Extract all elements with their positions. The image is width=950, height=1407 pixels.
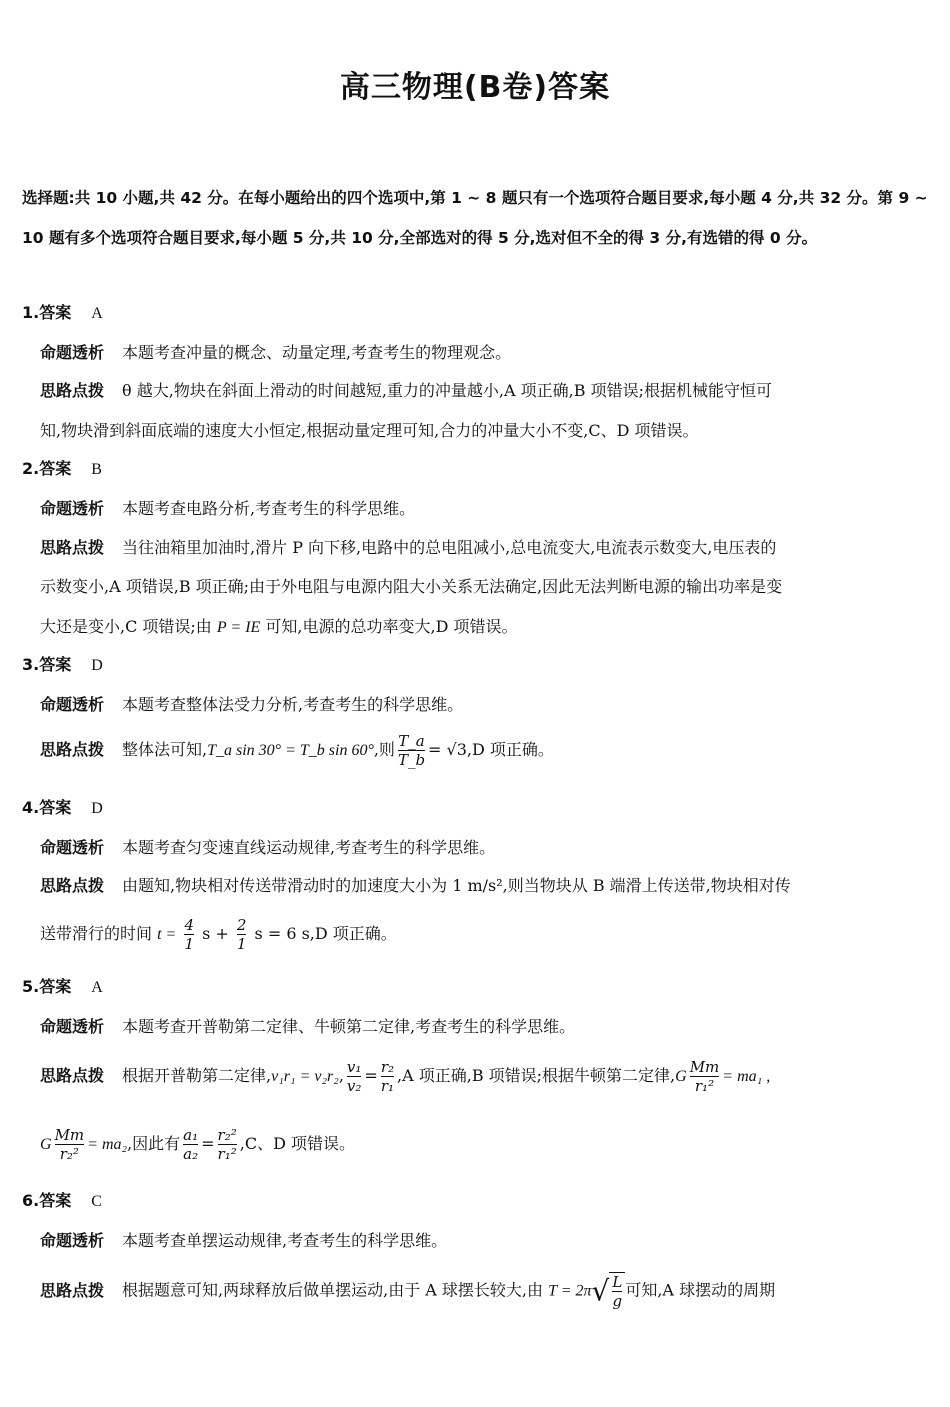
q5-f5-den: a₂: [183, 1145, 199, 1163]
q5-eq-end2: = ma₂: [87, 1136, 128, 1153]
q3-hint: [40, 732, 554, 769]
q3-hint-pre: 整体法可知,: [122, 740, 208, 759]
q4-hint-line1: 由题知,物块相对传送带滑动时的加速度大小为 1 m/s²,则当物块从 B 端滑上传送带,物块相对传: [122, 876, 791, 895]
q2-hint-line3-post: 可知,电源的总功率变大,D 项错误。: [265, 617, 518, 636]
q4-answer-line: [22, 795, 103, 818]
q4-f1-num: 4: [184, 916, 194, 934]
q5-answer: A: [91, 979, 103, 996]
q6-hint-post: 可知,A 球摆动的周期: [625, 1280, 776, 1300]
q4-hint-line2-post: ,D 项正确。: [309, 924, 397, 943]
q2-hint-line3-pre: 大还是变小,C 项错误;由: [40, 617, 212, 636]
q6-sqrt-num: L: [612, 1273, 623, 1291]
q4-fraction-1: [184, 916, 194, 953]
q1-answer: A: [91, 305, 103, 322]
q4-analysis-text: 本题考查匀变速直线运动规律,考查考生的科学思维。: [122, 838, 496, 857]
q3-frac-num: T_a: [398, 732, 425, 750]
q5-analysis-label: 命题透析: [40, 1017, 105, 1036]
q5-fraction-3: [690, 1058, 720, 1095]
q1-analysis-text: 本题考查冲量的概念、动量定理,考查考生的物理观念。: [122, 343, 512, 362]
q3-number: 3.: [22, 655, 40, 674]
q6-answer-label: 答案: [39, 1191, 72, 1210]
q2-hint-label: 思路点拨: [40, 538, 105, 557]
q5-eq-sign: =: [364, 1066, 378, 1085]
q2-power-formula: P = IE: [216, 619, 261, 636]
q2-hint: [40, 535, 776, 558]
q6-answer-line: [22, 1188, 102, 1211]
q6-sqrt-fraction: [612, 1273, 622, 1310]
q4-answer: D: [91, 800, 103, 817]
q3-answer-line: [22, 652, 103, 675]
q5-hint-pre: 根据开普勒第二定律,: [122, 1066, 272, 1085]
q5-f6-num: r₂²: [217, 1126, 237, 1144]
q4-unit-1: s +: [202, 924, 229, 943]
q5-number: 5.: [22, 977, 40, 996]
q4-f1-den: 1: [184, 935, 194, 953]
q4-hint-line2: [40, 916, 397, 953]
q5-f1-num: v₁: [346, 1058, 362, 1076]
q5-G1: G: [675, 1068, 687, 1085]
q3-hint-mid: ,则: [373, 740, 395, 759]
q5-f2-den: r₁: [380, 1077, 394, 1095]
q6-answer: C: [91, 1193, 102, 1210]
q5-fraction-4: [55, 1126, 85, 1163]
q5-answer-line: [22, 974, 103, 997]
q4-t-label: t =: [157, 926, 177, 943]
q2-hint-line3: [40, 614, 517, 637]
q4-hint-line2-pre: 送带滑行的时间: [40, 924, 153, 943]
q5-hint-line2-mid: ,因此有: [127, 1134, 181, 1153]
q5-hint-mid: ,A 项正确,B 项错误;根据牛顿第二定律,: [397, 1066, 676, 1085]
q5-f3-num: Mm: [689, 1058, 720, 1076]
q2-answer: B: [91, 461, 102, 478]
q3-analysis: [40, 692, 463, 715]
q1-answer-label: 答案: [39, 303, 72, 322]
q5-fraction-2: [381, 1058, 394, 1095]
q5-f5-num: a₁: [183, 1126, 199, 1144]
q6-sqrt: [592, 1272, 626, 1310]
q5-hint-line2: [40, 1126, 355, 1163]
q5-eq-sign-2: =: [201, 1134, 215, 1153]
q5-hint: 思路点拨 根据开普勒第二定律,v₁r₁ = v₂r₂, $\frac{\text{v₁}}{\text{v₂}}$ = $\frac{\text{r₂}}{\text{r₁}}$ ,A 项正确,B 项错误;根据牛顿第二定律,G $\frac{Mm}{\text{r₁²}}$ = ma₁ ,: [40, 1058, 771, 1095]
intro-paragraph: 选择题:共 10 小题,共 42 分。在每小题给出的四个选项中,第 1 ~ 8 题只有一个选项符合题目要求,每小题 4 分,共 32 分。第 9 ~ 10 题有多个选项符合题目要求,每小题 5 分,共 10 分,全部选对的得 5 分,选对但不全的得 3 分,有选错的得 0 分。: [22, 189, 928, 247]
q5-answer-label: 答案: [39, 977, 72, 996]
sqrt-radical-icon: √: [591, 1274, 610, 1308]
q4-fraction-2: [237, 916, 247, 953]
q2-answer-label: 答案: [39, 459, 72, 478]
q5-f2-num: r₂: [380, 1058, 394, 1076]
page-title: 高三物理(B卷)答案: [339, 70, 611, 105]
q3-hint-label: 思路点拨: [40, 740, 105, 759]
q4-answer-label: 答案: [39, 798, 72, 817]
q1-analysis: [40, 340, 511, 363]
q2-hint-line1: 当往油箱里加油时,滑片 P 向下移,电路中的总电阻减小,总电流变大,电流表示数变大,电压表的: [122, 538, 777, 557]
q5-eq1: v₁r₁ = v₂r₂: [271, 1068, 339, 1085]
q3-equation: T_a sin 30° = T_b sin 60°: [207, 742, 374, 759]
q4-unit-2: s = 6 s: [254, 924, 310, 943]
q6-hint: [40, 1272, 775, 1310]
q4-hint-label: 思路点拨: [40, 876, 105, 895]
q3-analysis-label: 命题透析: [40, 695, 105, 714]
q1-analysis-label: 命题透析: [40, 343, 105, 362]
q2-answer-line: [22, 456, 102, 479]
q5-fraction-5: [183, 1126, 198, 1163]
q4-analysis: [40, 835, 495, 858]
q1-answer-line: [22, 300, 103, 323]
q2-hint-line2: 示数变小,A 项错误,B 项正确;由于外电阻与电源内阻大小关系无法确定,因此无法判断电源的输出功率是变: [40, 577, 783, 596]
q6-analysis-text: 本题考查单摆运动规律,考查考生的科学思维。: [122, 1231, 448, 1250]
q6-period-formula: T = 2π: [548, 1282, 592, 1300]
q5-fraction-6: [218, 1126, 237, 1163]
q2-analysis: [40, 496, 415, 519]
q6-hint-pre: 根据题意可知,两球释放后做单摆运动,由于 A 球摆长较大,由: [122, 1280, 544, 1300]
q3-ratio-fraction: [398, 732, 425, 769]
q3-analysis-text: 本题考查整体法受力分析,考查考生的科学思维。: [122, 695, 464, 714]
q3-equation-2: = √3: [428, 740, 467, 759]
q5-f6-den: r₁²: [217, 1145, 237, 1163]
q5-analysis: [40, 1014, 575, 1037]
q3-hint-post: ,D 项正确。: [466, 740, 554, 759]
q5-f4-num: Mm: [54, 1126, 85, 1144]
q5-f3-den: r₁²: [690, 1076, 720, 1095]
q6-analysis: [40, 1228, 447, 1251]
q5-analysis-text: 本题考查开普勒第二定律、牛顿第二定律,考查考生的科学思维。: [122, 1017, 576, 1036]
q2-analysis-text: 本题考查电路分析,考查考生的科学思维。: [122, 499, 416, 518]
q6-hint-label: 思路点拨: [40, 1280, 105, 1300]
q4-f2-num: 2: [236, 916, 247, 934]
q5-hint-line2-post: ,C、D 项错误。: [239, 1134, 355, 1153]
q1-number: 1.: [22, 303, 40, 322]
q5-f4-den: r₂²: [55, 1144, 85, 1163]
q1-hint-line1: θ 越大,物块在斜面上滑动的时间越短,重力的冲量越小,A 项正确,B 项错误;根据机械能守恒可: [122, 381, 772, 400]
q6-sqrt-den: g: [612, 1292, 623, 1310]
q2-analysis-label: 命题透析: [40, 499, 105, 518]
q1-hint: [40, 378, 772, 401]
q5-eq-end1: = ma₁ ,: [722, 1068, 771, 1085]
q5-fraction-1: [347, 1058, 362, 1095]
q5-G2: G: [40, 1136, 52, 1153]
q3-answer: D: [91, 657, 103, 674]
q1-hint-label: 思路点拨: [40, 381, 105, 400]
q6-number: 6.: [22, 1191, 40, 1210]
q3-answer-label: 答案: [39, 655, 72, 674]
q5-hint-label: 思路点拨: [40, 1066, 105, 1085]
q3-frac-den: T_b: [397, 751, 426, 769]
q5-f1-den: v₂: [346, 1077, 362, 1095]
q4-number: 4.: [22, 798, 40, 817]
q2-number: 2.: [22, 459, 40, 478]
q4-hint: [40, 873, 791, 896]
q4-f2-den: 1: [236, 935, 247, 953]
q6-analysis-label: 命题透析: [40, 1231, 105, 1250]
q4-analysis-label: 命题透析: [40, 838, 105, 857]
q1-hint-line2: 知,物块滑到斜面底端的速度大小恒定,根据动量定理可知,合力的冲量大小不变,C、D 项错误。: [40, 421, 699, 440]
